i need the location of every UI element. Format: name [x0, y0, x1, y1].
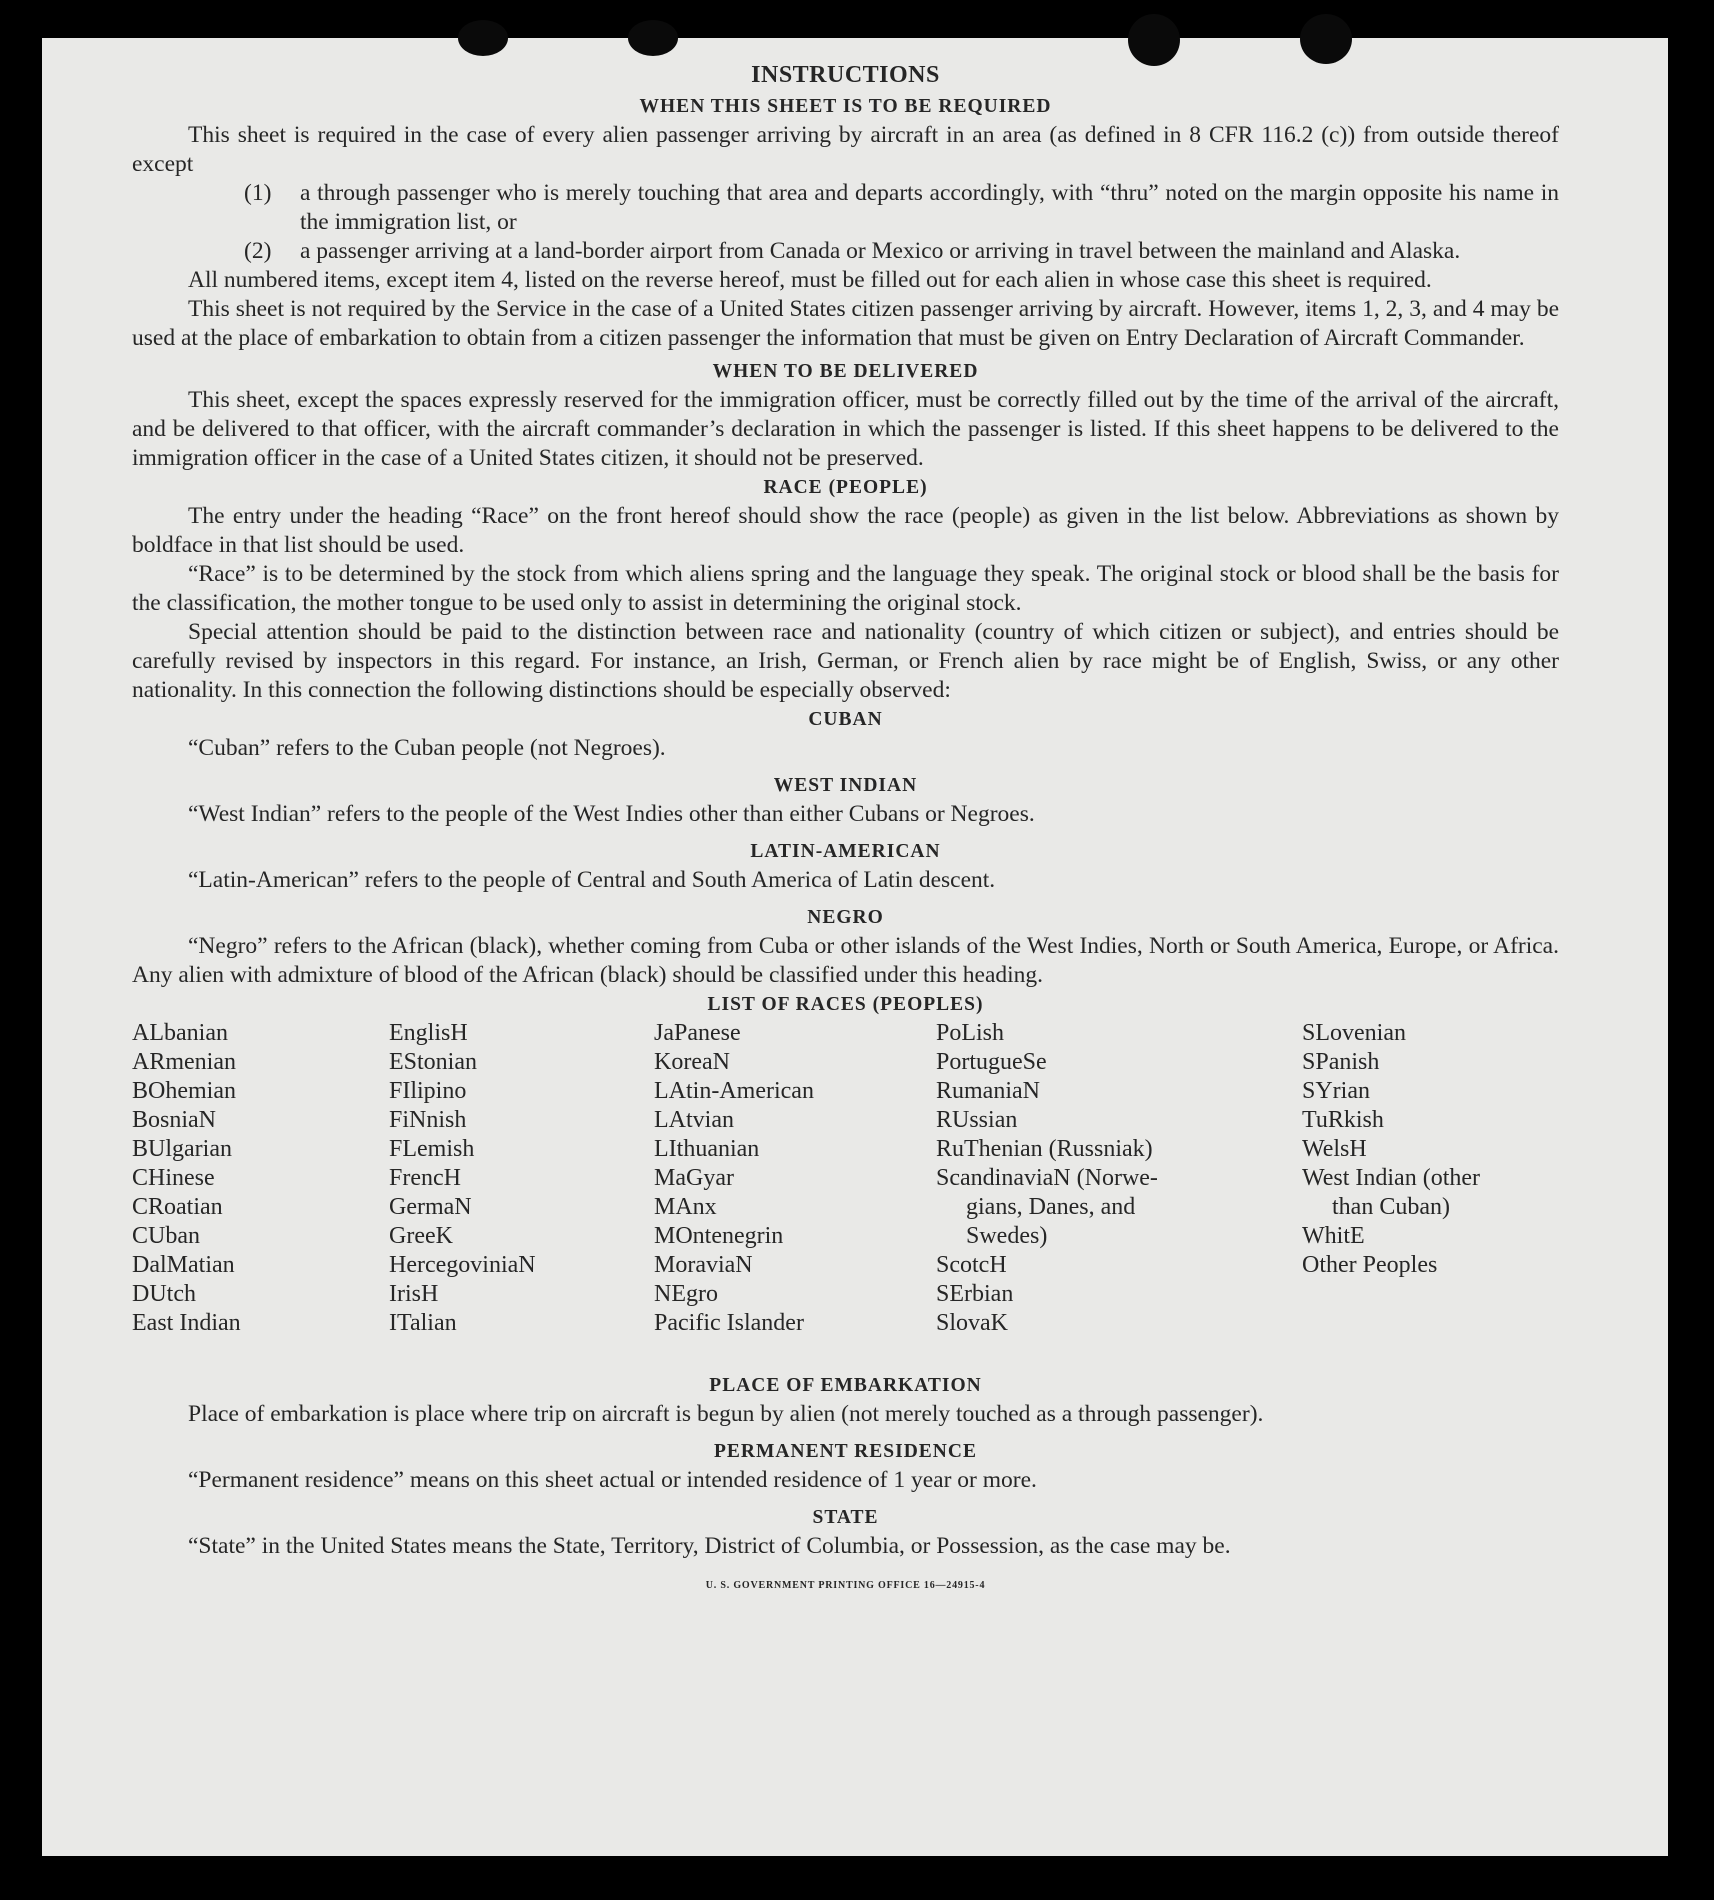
- item-text: a through passenger who is merely touching that area and departs accordingly, with “thru” noted on the margin opposite his name in the immigration list, or: [300, 180, 1559, 235]
- race-item: LIthuanian: [654, 1136, 760, 1162]
- heading-embarkation: PLACE OF EMBARKATION: [709, 1375, 982, 1396]
- race-item: BosniaN: [132, 1107, 216, 1133]
- race-item: East Indian: [132, 1310, 241, 1336]
- para-latin-american: “Latin-American” refers to the people of Central and South America of Latin descent.: [188, 867, 996, 893]
- item-text: a passenger arriving at a land-border airport from Canada or Mexico or arriving in travel between the mainland and Alaska.: [300, 238, 1461, 264]
- para-residence: “Permanent residence” means on this sheet actual or intended residence of 1 year or more.: [188, 1467, 1037, 1493]
- race-item: SLovenian: [1302, 1020, 1406, 1046]
- race-item: MoraviaN: [654, 1252, 753, 1278]
- race-item: SYrian: [1302, 1078, 1370, 1104]
- heading-list-of-races: LIST OF RACES (PEOPLES): [707, 994, 984, 1015]
- race-item: TuRkish: [1302, 1107, 1384, 1133]
- para-citizen: This sheet is not required by the Service in the case of a United States citizen passenger arriving by aircraft. However, items 1, 2, 3, and 4 may be used at the place of embarkation to obtain from a citizen passenger the information that must be given on Entry Declaration of Aircraft Commander.: [132, 296, 1559, 351]
- race-item: LAtvian: [654, 1107, 734, 1133]
- punch-hole-2: [628, 20, 678, 56]
- race-item: MAnx: [654, 1194, 717, 1220]
- race-item: SErbian: [936, 1281, 1014, 1307]
- para-race-1: The entry under the heading “Race” on the front hereof should show the race (people) as given in the list below. Abbreviations as shown by boldface in that list should be used.: [132, 503, 1559, 558]
- punch-hole-1: [458, 20, 508, 56]
- race-item: ScotcH: [936, 1252, 1007, 1278]
- heading-cuban: CUBAN: [808, 709, 883, 730]
- race-item: PortugueSe: [936, 1049, 1047, 1075]
- race-item: CRoatian: [132, 1194, 223, 1220]
- heading-negro: NEGRO: [807, 907, 884, 928]
- para-embarkation: Place of embarkation is place where trip on aircraft is begun by alien (not merely touched as a through passenger).: [188, 1401, 1264, 1427]
- race-item: BOhemian: [132, 1078, 236, 1104]
- para-race-2: “Race” is to be determined by the stock from which aliens spring and the language they speak. The original stock or blood shall be the basis for the classification, the mother tongue to be used only to assist in determining the original stock.: [132, 561, 1559, 616]
- para-west-indian: “West Indian” refers to the people of the West Indies other than either Cubans or Negroes.: [188, 801, 1035, 827]
- race-item: ScandinaviaN (Norwe-: [936, 1165, 1158, 1191]
- races-column-3: [654, 1019, 914, 1338]
- para-required-intro: This sheet is required in the case of every alien passenger arriving by aircraft in an area (as defined in 8 CFR 116.2 (c)) from outside thereof except: [132, 122, 1559, 177]
- heading-when-required: WHEN THIS SHEET IS TO BE REQUIRED: [639, 96, 1052, 117]
- list-item: [244, 237, 1559, 266]
- race-item: than Cuban): [1332, 1194, 1450, 1220]
- heading-when-delivered: WHEN TO BE DELIVERED: [712, 361, 979, 382]
- race-item: gians, Danes, and: [966, 1194, 1136, 1220]
- race-item: SPanish: [1302, 1049, 1380, 1075]
- page-title: INSTRUCTIONS: [751, 62, 940, 88]
- race-item: PoLish: [936, 1020, 1005, 1046]
- para-negro: “Negro” refers to the African (black), whether coming from Cuba or other islands of the West Indies, North or South America, Europe, or Africa. Any alien with admixture of blood of the African (black) should be classified under this heading.: [132, 933, 1559, 988]
- race-item: BUlgarian: [132, 1136, 232, 1162]
- printing-office-footer: U. S. GOVERNMENT PRINTING OFFICE 16—24915-4: [705, 1580, 986, 1591]
- races-column-5: [1302, 1019, 1559, 1280]
- race-item: ITalian: [389, 1310, 457, 1336]
- para-delivered: This sheet, except the spaces expressly reserved for the immigration officer, must be correctly filled out by the time of the arrival of the aircraft, and be delivered to that officer, with the aircraft commander’s declaration in which the passenger is listed. If this sheet happens to be delivered to the immigration officer in the case of a United States citizen, it should not be preserved.: [132, 387, 1559, 471]
- heading-state: STATE: [812, 1507, 879, 1528]
- para-race-3: Special attention should be paid to the distinction between race and nationality (country of which citizen or subject), and entries should be carefully revised by inspectors in this regard. For instance, an Irish, German, or French alien by race might be of English, Swiss, or any other nationality. In this connection the following distinctions should be especially observed:: [132, 619, 1559, 703]
- race-item: EnglisH: [389, 1020, 468, 1046]
- race-item: FIlipino: [389, 1078, 467, 1104]
- item-number: (1): [244, 180, 272, 206]
- race-item: ALbanian: [132, 1020, 228, 1046]
- heading-west-indian: WEST INDIAN: [773, 775, 918, 796]
- race-item: West Indian (other: [1302, 1165, 1481, 1191]
- list-item: [244, 179, 1559, 237]
- race-item: RUssian: [936, 1107, 1018, 1133]
- races-column-2: [389, 1019, 629, 1338]
- race-item: IrisH: [389, 1281, 439, 1307]
- race-item: NEgro: [654, 1281, 718, 1307]
- para-numbered-items: All numbered items, except item 4, listed on the reverse hereof, must be filled out for each alien in whose case this sheet is required.: [188, 267, 1432, 293]
- race-item: RumaniaN: [936, 1078, 1040, 1104]
- race-item: WhitE: [1302, 1223, 1365, 1249]
- race-item: Other Peoples: [1302, 1252, 1438, 1278]
- para-cuban: “Cuban” refers to the Cuban people (not Negroes).: [188, 735, 666, 761]
- race-item: DUtch: [132, 1281, 196, 1307]
- para-state: “State” in the United States means the State, Territory, District of Columbia, or Possession, as the case may be.: [188, 1533, 1231, 1559]
- heading-residence: PERMANENT RESIDENCE: [714, 1441, 977, 1462]
- races-list: [132, 1019, 1559, 1371]
- race-item: HercegoviniaN: [389, 1252, 536, 1278]
- heading-race: RACE (PEOPLE): [763, 477, 928, 498]
- race-item: Swedes): [966, 1223, 1048, 1249]
- punch-hole-4: [1300, 14, 1352, 64]
- race-item: JaPanese: [654, 1020, 741, 1046]
- races-column-1: [132, 1019, 372, 1338]
- race-item: DalMatian: [132, 1252, 235, 1278]
- race-item: FiNnish: [389, 1107, 467, 1133]
- race-item: SlovaK: [936, 1310, 1008, 1336]
- race-item: WelsH: [1302, 1136, 1367, 1162]
- instructions-page: [132, 58, 1559, 1600]
- item-number: (2): [244, 238, 272, 264]
- race-item: KoreaN: [654, 1049, 730, 1075]
- race-item: GreeK: [389, 1223, 453, 1249]
- race-item: ARmenian: [132, 1049, 236, 1075]
- heading-latin-american: LATIN-AMERICAN: [750, 841, 941, 862]
- race-item: FLemish: [389, 1136, 475, 1162]
- races-column-4: [936, 1019, 1236, 1338]
- race-item: MOntenegrin: [654, 1223, 784, 1249]
- race-item: CHinese: [132, 1165, 215, 1191]
- race-item: RuThenian (Russniak): [936, 1136, 1153, 1162]
- race-item: LAtin-American: [654, 1078, 814, 1104]
- race-item: Pacific Islander: [654, 1310, 804, 1336]
- race-item: EStonian: [389, 1049, 477, 1075]
- race-item: GermaN: [389, 1194, 472, 1220]
- race-item: CUban: [132, 1223, 200, 1249]
- race-item: MaGyar: [654, 1165, 734, 1191]
- race-item: FrencH: [389, 1165, 461, 1191]
